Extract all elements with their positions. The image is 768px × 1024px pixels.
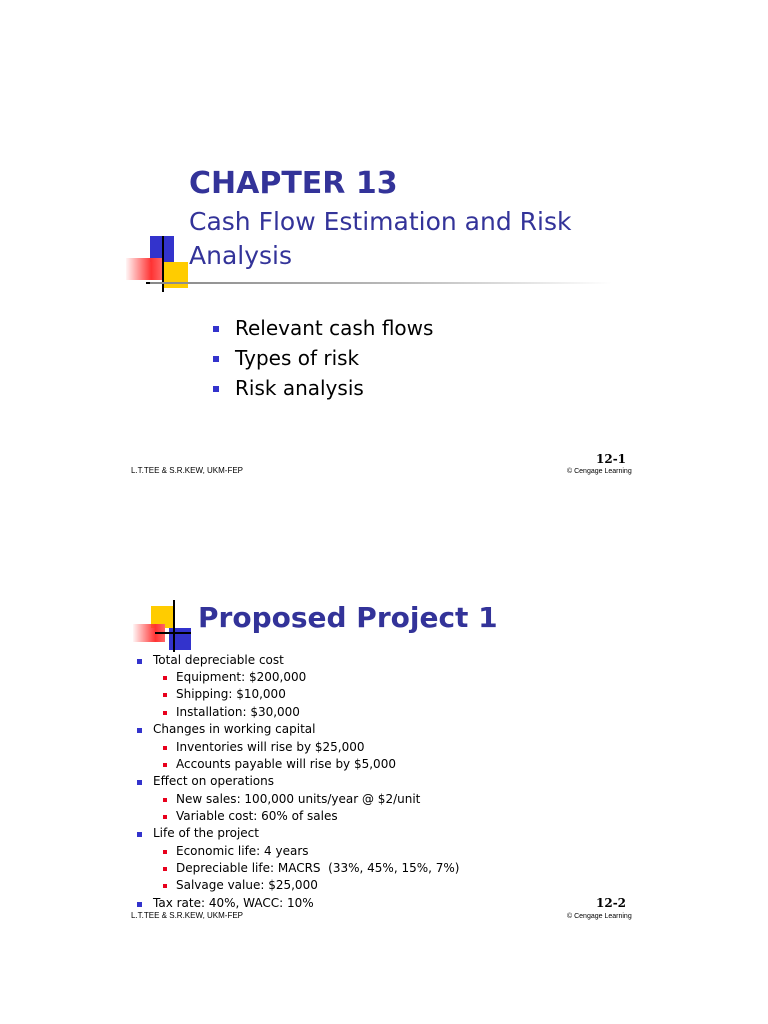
slide2-item: Changes in working capital	[153, 722, 316, 736]
slide2-item: Effect on operations	[153, 774, 274, 788]
bullet-icon	[163, 867, 167, 871]
slide2-page-number: 12-2	[596, 896, 627, 910]
bullet-icon	[163, 850, 167, 854]
slide2-subitem: New sales: 100,000 units/year @ $2/unit	[176, 792, 421, 806]
slide2-subitem: Variable cost: 60% of sales	[176, 809, 338, 823]
slide2-subitem: Salvage value: $25,000	[176, 878, 318, 892]
chapter-subtitle-line2: Analysis	[189, 241, 293, 270]
slide2-item: Life of the project	[153, 826, 259, 840]
bullet-icon	[163, 884, 167, 888]
slide1-page-number: 12-1	[596, 452, 627, 466]
bullet-icon	[163, 815, 167, 819]
slide2-subitem: Inventories will rise by $25,000	[176, 740, 365, 754]
slide2-subitem: Economic life: 4 years	[176, 844, 309, 858]
slide1-bullet: Types of risk	[235, 346, 360, 370]
bullet-icon	[137, 902, 142, 907]
bullet-icon	[213, 326, 219, 332]
bullet-icon	[137, 659, 142, 664]
slide2-subitem: Accounts payable will rise by $5,000	[176, 757, 396, 771]
bullet-icon	[213, 386, 219, 392]
bullet-icon	[163, 693, 167, 697]
slide2-footer-right: © Cengage Learning	[567, 913, 632, 920]
slide1-bullet: Relevant cash flows	[235, 316, 434, 340]
bullet-icon	[163, 711, 167, 715]
chapter-subtitle-line1: Cash Flow Estimation and Risk	[189, 207, 572, 236]
bullet-icon	[163, 798, 167, 802]
slide2-footer-left: L.T.TEE & S.R.KEW, UKM-FEP	[131, 911, 244, 920]
bullet-icon	[213, 356, 219, 362]
bullet-icon	[137, 832, 142, 837]
slide1-footer-left: L.T.TEE & S.R.KEW, UKM-FEP	[131, 466, 244, 475]
bullet-icon	[163, 676, 167, 680]
slide2-item: Total depreciable cost	[153, 653, 284, 667]
bullet-icon	[163, 763, 167, 767]
slide2-subitem: Installation: $30,000	[176, 705, 300, 719]
slide2-subitem: Equipment: $200,000	[176, 670, 307, 684]
slide1-title-rule	[150, 282, 612, 284]
slide2-title: Proposed Project 1	[198, 601, 498, 634]
slide2-subitem: Shipping: $10,000	[176, 687, 286, 701]
slide1-footer-right: © Cengage Learning	[567, 468, 632, 475]
slide2-subitem: Depreciable life: MACRS (33%, 45%, 15%, 7%)	[176, 861, 460, 875]
bullet-icon	[137, 780, 142, 785]
bullet-icon	[137, 728, 142, 733]
slide2-item: Tax rate: 40%, WACC: 10%	[153, 896, 314, 910]
chapter-heading: CHAPTER 13	[189, 166, 398, 201]
slide1-bullet: Risk analysis	[235, 376, 364, 400]
slide2-decor-squares	[133, 600, 193, 652]
bullet-icon	[163, 746, 167, 750]
